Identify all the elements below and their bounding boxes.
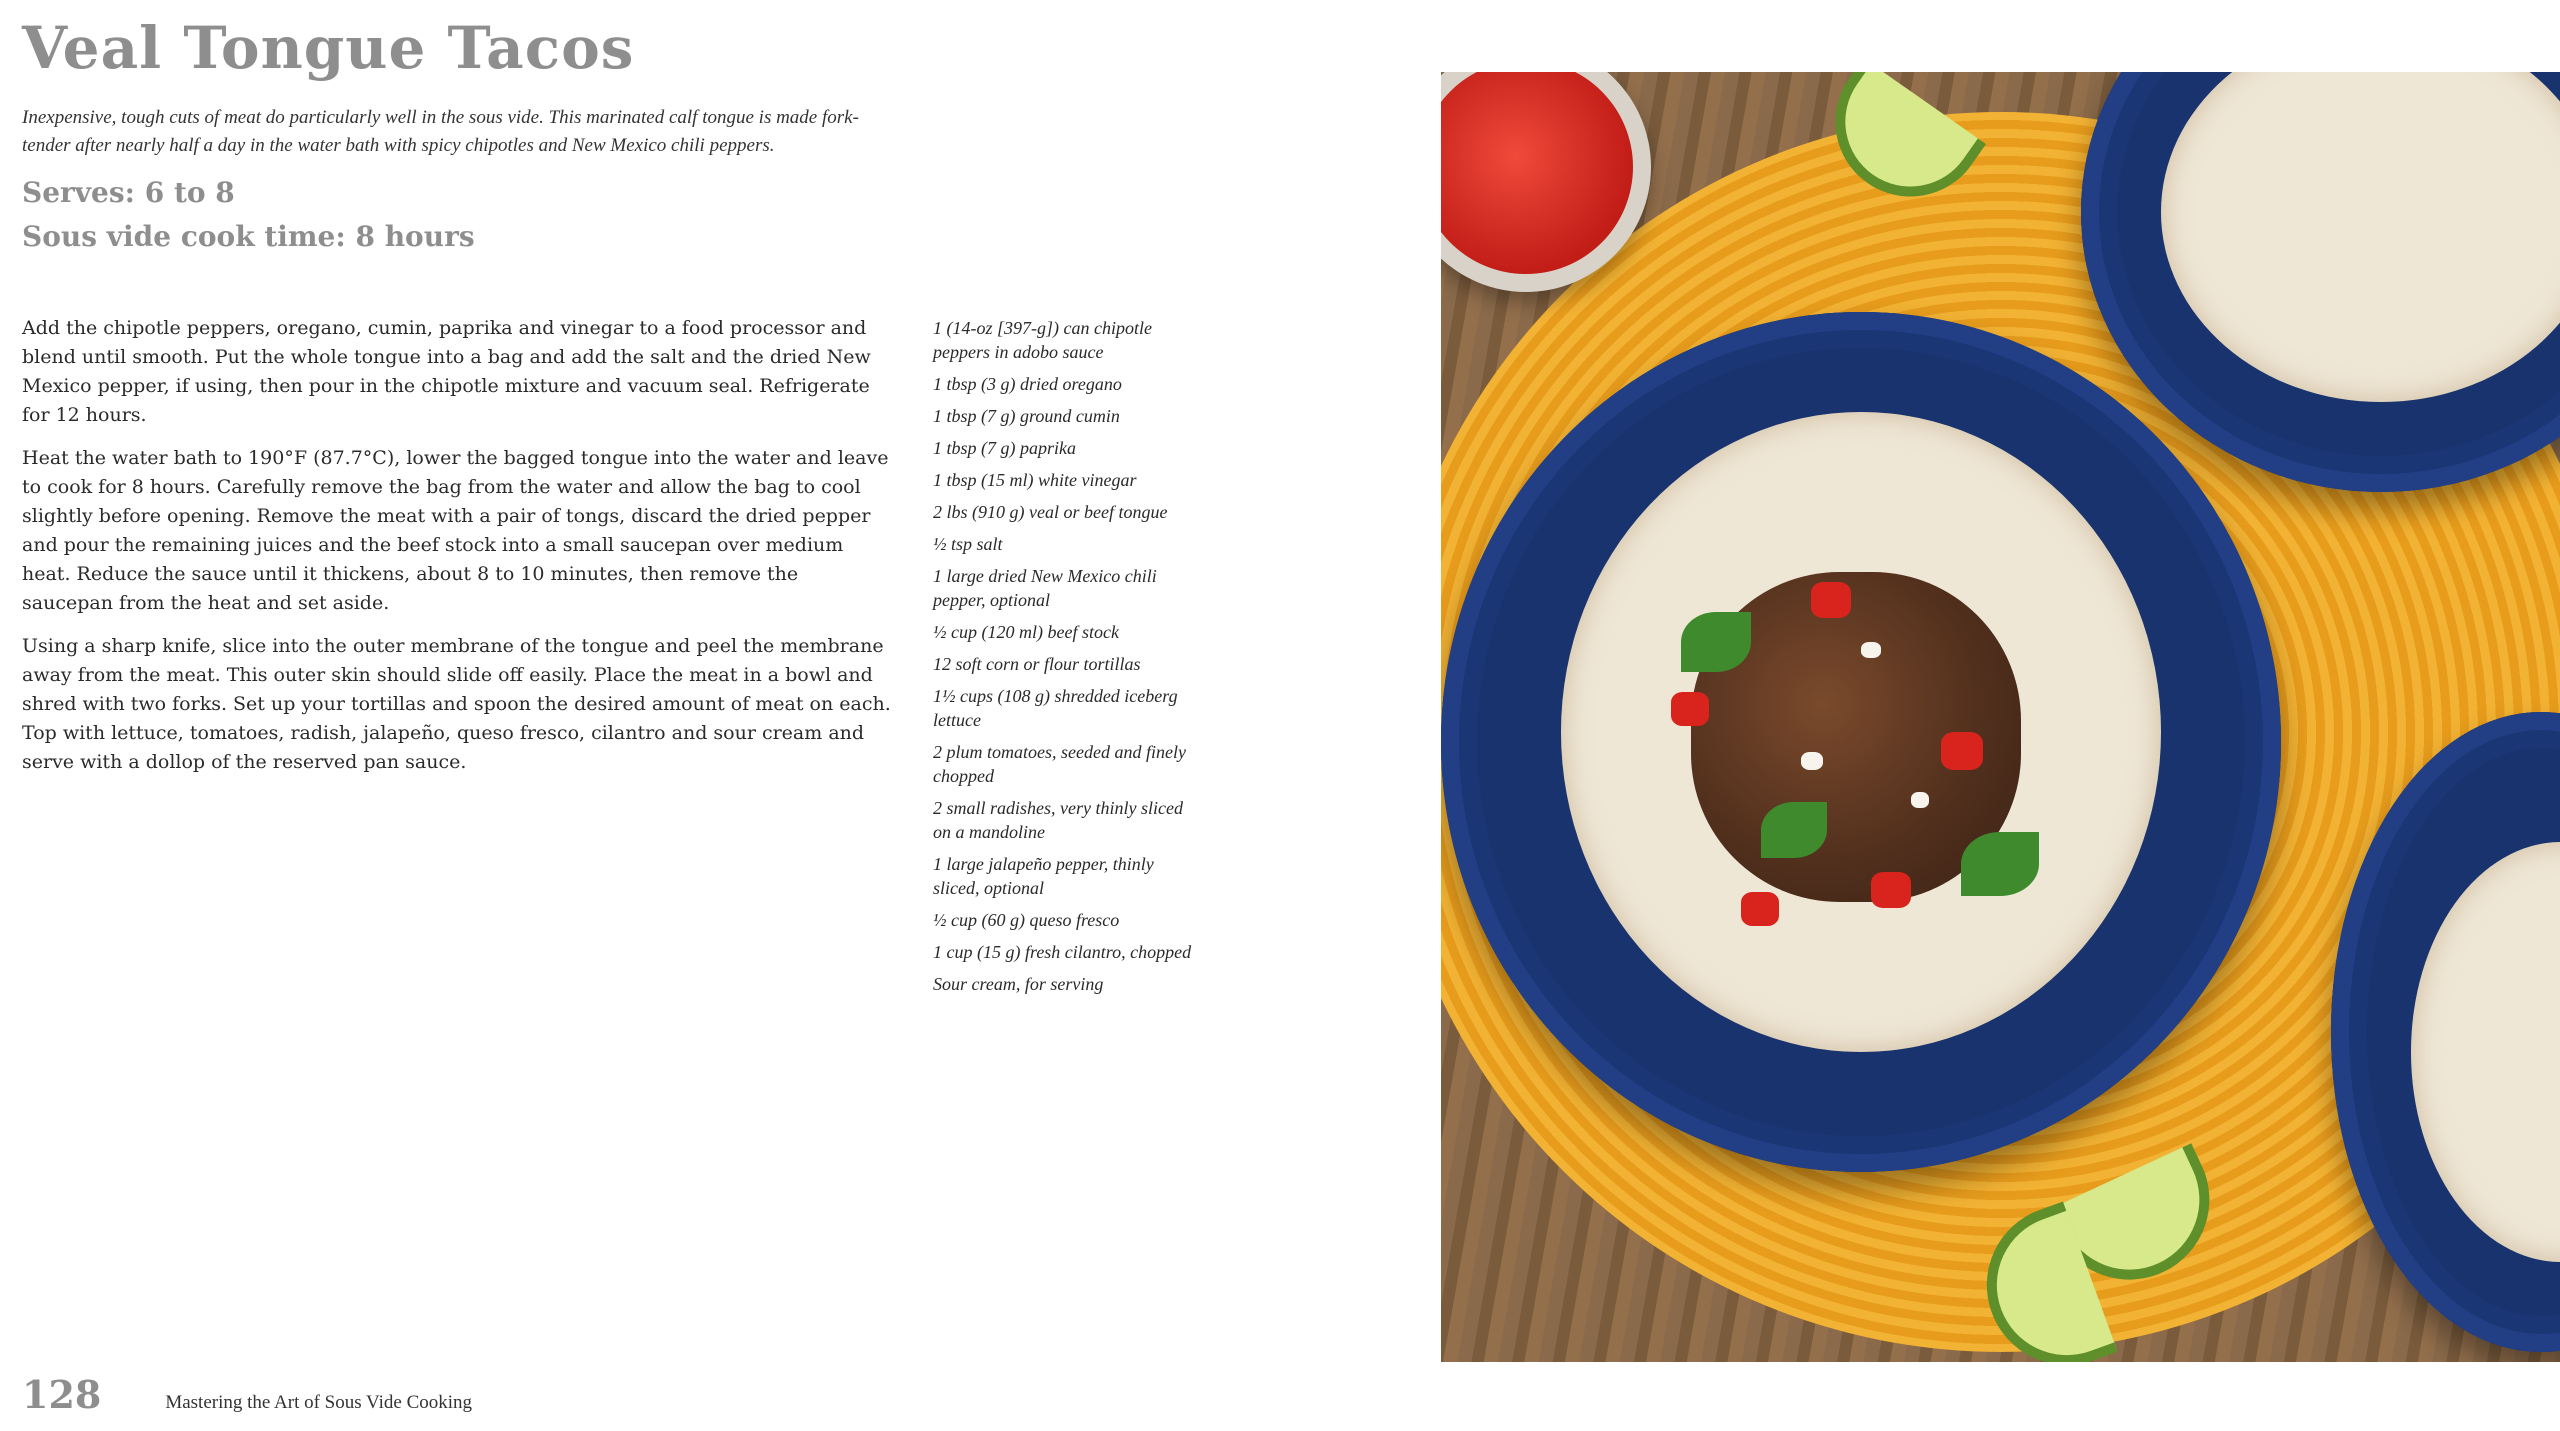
ingredient-item: 1 cup (15 g) fresh cilantro, chopped — [933, 942, 1192, 962]
tacos-photo — [1441, 72, 2560, 1362]
book-title: Mastering the Art of Sous Vide Cooking — [165, 1392, 473, 1413]
ingredient-item: 1 large dried New Mexico chili pepper, optional — [933, 566, 1157, 610]
page-footer — [22, 1372, 472, 1420]
tomato-piece — [1811, 582, 1851, 618]
page-number: 128 — [22, 1372, 102, 1417]
tomato-piece — [1941, 732, 1983, 770]
servings: Serves: 6 to 8 — [22, 176, 235, 209]
tomato-piece — [1871, 872, 1911, 908]
ingredient-item: 2 plum tomatoes, seeded and finely chopped — [933, 742, 1186, 786]
recipe-title: Veal Tongue Tacos — [22, 14, 635, 82]
ingredient-item: 1 tbsp (15 ml) white vinegar — [933, 470, 1137, 490]
tomato-piece — [1671, 692, 1709, 726]
ingredient-item: 1 large jalapeño pepper, thinly sliced, optional — [933, 854, 1154, 898]
ingredient-item: 1 (14-oz [397-g]) can chipotle peppers in adobo sauce — [933, 318, 1152, 362]
cilantro-leaf — [1961, 832, 2039, 896]
queso-crumble — [1911, 792, 1929, 808]
ingredient-item: 1 tbsp (3 g) dried oregano — [933, 374, 1122, 394]
ingredient-item: 12 soft corn or flour tortillas — [933, 654, 1141, 674]
recipe-intro: Inexpensive, tough cuts of meat do particularly well in the sous vide. This marinated calf tongue is made fork-tender after nearly half a day in the water bath with spicy chipotles and New Mexico chili peppers. — [22, 107, 859, 156]
taco-plate — [1441, 312, 2281, 1172]
method-instructions — [22, 314, 892, 791]
method-step: Using a sharp knife, slice into the outer membrane of the tongue and peel the membrane away from the meat. This outer skin should slide off easily. Place the meat in a bowl and shred with two forks. Set up your tortillas and spoon the desired amount of meat on each. Top with lettuce, tomatoes, radish, jalapeño, queso fresco, cilantro and sour cream and serve with a dollop of the reserved pan sauce. — [22, 635, 891, 773]
tomato-piece — [1741, 892, 1779, 926]
ingredient-item: Sour cream, for serving — [933, 974, 1104, 994]
cilantro-leaf — [1681, 612, 1751, 672]
tortilla — [2411, 842, 2560, 1262]
ingredient-item: ½ cup (60 g) queso fresco — [933, 910, 1120, 930]
ingredient-item: 1 tbsp (7 g) ground cumin — [933, 406, 1120, 426]
method-step: Heat the water bath to 190°F (87.7°C), lower the bagged tongue into the water and leave to cook for 8 hours. Carefully remove the bag from the water and allow the bag to cool slightly before opening. Remove the meat with a pair of tongs, discard the dried pepper and pour the remaining juices and the beef stock into a small saucepan over medium heat. Reduce the sauce until it thickens, about 8 to 10 minutes, then remove the saucepan from the heat and set aside. — [22, 447, 889, 614]
ingredient-item: 2 lbs (910 g) veal or beef tongue — [933, 502, 1168, 522]
tortilla — [2161, 72, 2560, 402]
diced-tomatoes — [1441, 72, 1633, 274]
ingredient-item: 1 tbsp (7 g) paprika — [933, 438, 1076, 458]
cilantro-leaf — [1761, 802, 1827, 858]
ingredient-item: ½ tsp salt — [933, 534, 1003, 554]
ingredient-item: 2 small radishes, very thinly sliced on a mandoline — [933, 798, 1183, 842]
ingredient-item: 1½ cups (108 g) shredded iceberg lettuce — [933, 686, 1178, 730]
ingredient-list — [933, 316, 1203, 1004]
cook-time: Sous vide cook time: 8 hours — [22, 220, 475, 253]
ingredient-item: ½ cup (120 ml) beef stock — [933, 622, 1119, 642]
method-step: Add the chipotle peppers, oregano, cumin, paprika and vinegar to a food processor and blend until smooth. Put the whole tongue into a bag and add the salt and the dried New Mexico pepper, if using, then pour in the chipotle mixture and vacuum seal. Refrigerate for 12 hours. — [22, 317, 871, 426]
queso-crumble — [1801, 752, 1823, 770]
queso-crumble — [1861, 642, 1881, 658]
